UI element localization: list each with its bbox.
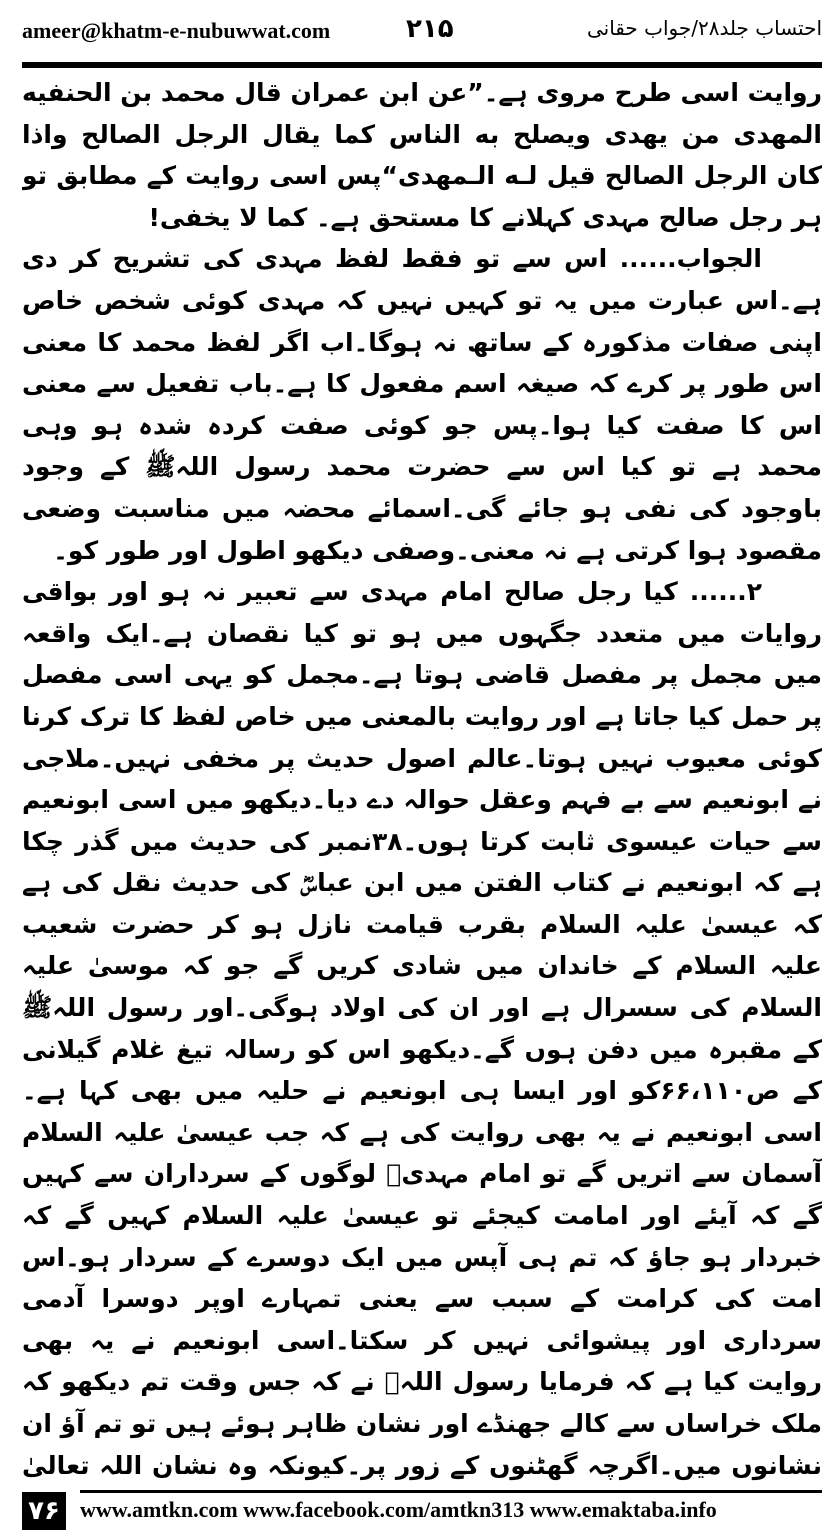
point-2-text: کیا رجل صالح امام مہدی سے تعبیر نہ ہو اور بواقی روایات میں متعدد جگہوں میں ہو تو کیا نقصان ہے۔ایک واقعہ میں مجمل پر مفصل قاضی ہوتا ہے۔مجمل کو یہی اسی مفصل پر حمل کیا جاتا ہے اور روایت بالمعنی میں خاص لفظ کا ترک کرنا کوئی معیوب نہیں ہوتا۔عالم اصول حدیث پر مخفی نہیں۔ملاجی نے ابونعیم سے بے فہم وعقل حوالہ دے دیا۔دیکھو میں اسی ابونعیم سے حیات عیسوی ثابت کرتا ہوں۔۳۸نمبر کی حدیث میں گذر چکا ہے کہ ابونعیم نے کتاب الفتن میں ابن عباسؓ کی حدیث نقل کی ہے کہ عیسیٰ علیہ السلام بقرب قیامت نازل ہو کر حضرت شعیب علیہ السلام کے خاندان میں شادی کریں گے جو کہ موسیٰ علیہ السلام کی سسرال ہے اور ان کی اولاد ہوگی۔اور رسول اللہﷺ کے مقبرہ میں دفن ہوں گے۔دیکھو اس کو رسالہ تیغ غلام گیلانی کے ص۶۶،۱۱۰کو اور ایسا ہی ابونعیم نے حلیہ میں بھی کہا ہے۔اسی ابونعیم نے یہ بھی روایت کی ہے کہ جب عیسیٰ علیہ السلام آسمان سے اتریں گے تو امام مہدیؓ لوگوں کے سرداران سے کہیں گے کہ آیئے اور امامت کیجئے تو عیسیٰ علیہ السلام کہیں گے کہ خبردار ہو جاؤ کہ تم ہی آپس میں ایک دوسرے کے سردار ہو۔اس امت کی کرامت کے سبب سے یعنی تمہارے اوپر دوسرا آدمی سرداری اور پیشوائی نہیں کر سکتا۔اسی ابونعیم نے یہ بھی روایت کیا ہے کہ فرمایا رسول اللہﷺ نے کہ جس وقت تم دیکھو کہ ملک خراساں سے کالے جھنڈے اور نشان ظاہر ہوئے ہیں تو تم آؤ ان نشانوں میں۔اگرچہ گھٹنوں کے زور پر۔کیونکہ وہ نشان اللہ تعالیٰ — [22, 577, 822, 1480]
footer-links[interactable]: www.amtkn.com www.facebook.com/amtkn313 www.emaktaba.info — [80, 1490, 822, 1523]
paragraph-1: روایت اسی طرح مروی ہے۔”عن ابن عمران قال محمد بن الحنفیه المهدی من یهدی ویصلح به الناس کما یقال الرجل الصالح واذا کان الرجل الصالح قیل لـه الـمهدی“پس اسی روایت کے مطابق تو ہر رجل صالح مہدی کہلانے کا مستحق ہے۔ کما لا یخفی! — [22, 78, 822, 232]
answer-label: الجواب...... — [619, 244, 762, 274]
page-header — [22, 14, 822, 54]
header-rule — [22, 62, 822, 68]
paragraph-3 — [22, 571, 822, 1482]
header-book-title: احتساب جلد۲۸/جواب حقانی — [586, 16, 822, 40]
header-email[interactable]: ameer@khatm-e-nubuwwat.com — [22, 18, 331, 43]
page-footer — [22, 1490, 822, 1532]
page-body — [22, 72, 822, 1482]
point-2-label: ۲...... — [689, 577, 762, 607]
header-page-number: ۲۱۵ — [406, 14, 454, 44]
footer-page-number: ۷۶ — [22, 1492, 66, 1530]
paragraph-2 — [22, 238, 822, 571]
answer-text: اس سے تو فقط لفظ مہدی کی تشریح کر دی ہے۔اس عبارت میں یہ تو کہیں نہیں کہ مہدی کوئی شخص خاص اپنی صفات مذکورہ کے ساتھ نہ ہوگا۔اب اگر لفظ محمد کا معنی اس طور پر کرے کہ صیغہ اسم مفعول کا ہے۔باب تفعیل سے معنی اس کا صفت کیا ہوا۔پس جو کوئی صفت کردہ شدہ ہو وہی محمد ہے تو کیا اس سے حضرت محمد رسول اللہﷺ کے وجود باوجود کی نفی ہو جائے گی۔اسمائے محضہ میں مناسبت وضعی مقصود ہوا کرتی ہے نہ معنی۔وصفی دیکھو اطول اور طور کو۔ — [22, 244, 822, 565]
